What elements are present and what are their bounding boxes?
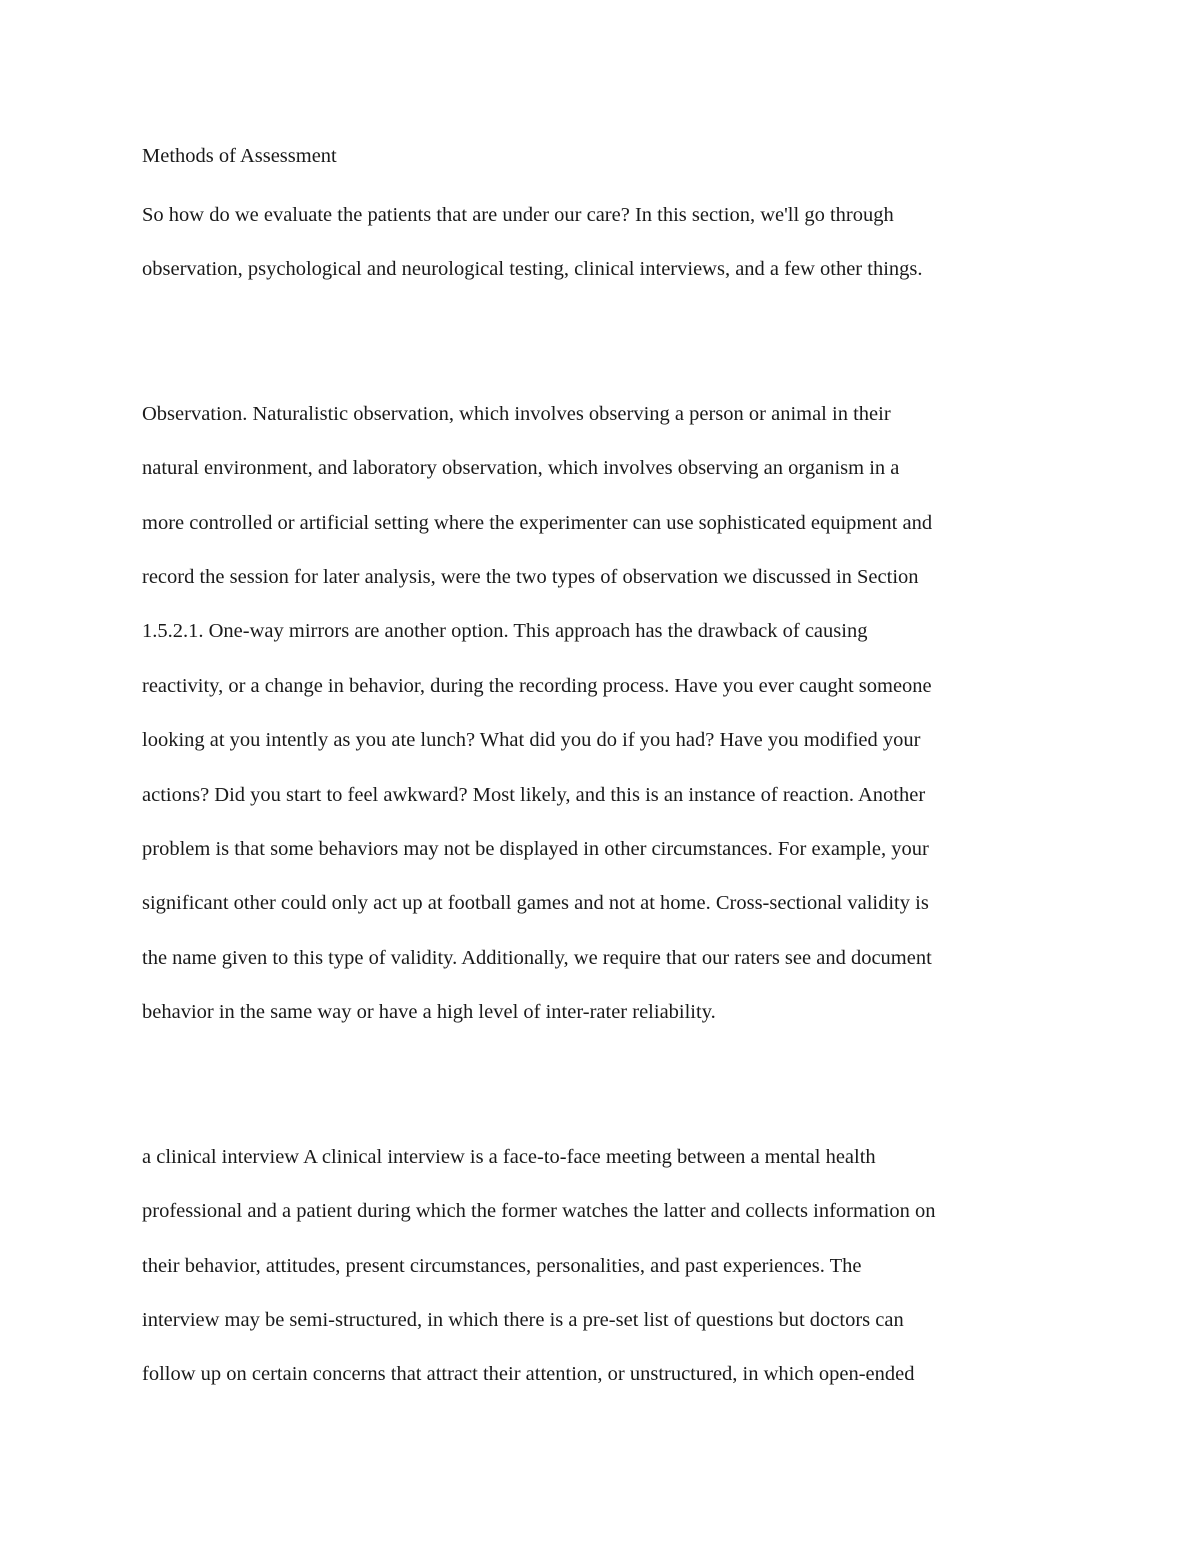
text-line: record the session for later analysis, were the two types of observation we discussed in Section: [142, 566, 919, 589]
paragraph-intro: [142, 188, 1060, 297]
text-line: behavior in the same way or have a high level of inter-rater reliability.: [142, 1001, 716, 1024]
text-line: natural environment, and laboratory observation, which involves observing an organism in a: [142, 457, 900, 480]
text-line: problem is that some behaviors may not be displayed in other circumstances. For example, your: [142, 838, 929, 861]
text-line: the name given to this type of validity. Additionally, we require that our raters see and document: [142, 946, 932, 969]
document-body: [142, 139, 1060, 1402]
text-line: So how do we evaluate the patients that are under our care? In this section, we'll go through: [142, 204, 894, 226]
paragraph-observation: [142, 387, 1060, 1040]
text-line: Observation. Naturalistic observation, which involves observing a person or animal in their: [142, 402, 891, 425]
text-line: follow up on certain concerns that attract their attention, or unstructured, in which open-ended: [142, 1363, 915, 1386]
text-line: actions? Did you start to feel awkward? Most likely, and this is an instance of reaction. Another: [142, 783, 926, 806]
text-line: a clinical interview A clinical interview is a face-to-face meeting between a mental health: [142, 1145, 876, 1168]
text-line: looking at you intently as you ate lunch? What did you do if you had? Have you modified your: [142, 729, 921, 752]
text-line: observation, psychological and neurological testing, clinical interviews, and a few other things.: [142, 258, 923, 281]
text-line: reactivity, or a change in behavior, during the recording process. Have you ever caught someone: [142, 674, 932, 697]
document-title: Methods of Assessment: [142, 145, 337, 167]
text-line: significant other could only act up at football games and not at home. Cross-sectional validity is: [142, 892, 929, 915]
text-line: interview may be semi-structured, in which there is a pre-set list of questions but doctors can: [142, 1308, 904, 1331]
text-line: professional and a patient during which the former watches the latter and collects information on: [142, 1200, 936, 1223]
text-line: more controlled or artificial setting where the experimenter can use sophisticated equipment and: [142, 511, 933, 534]
text-line: 1.5.2.1. One-way mirrors are another option. This approach has the drawback of causing: [142, 620, 868, 643]
paragraph-clinical-interview: [142, 1130, 1060, 1402]
text-line: their behavior, attitudes, present circumstances, personalities, and past experiences. The: [142, 1254, 862, 1277]
